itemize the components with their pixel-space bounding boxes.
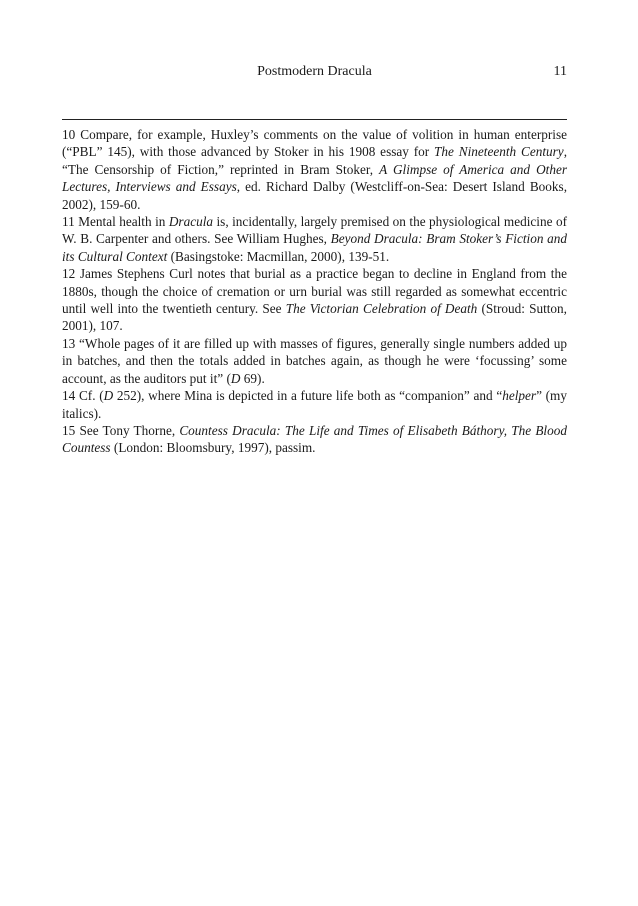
note-italic-title: A Glimpse of America and Other Lectures, Interviews and Essays <box>62 161 567 195</box>
note-italic-title: Countess Dracula: The Life and Times of Elisabeth Báthory, The Blood Countess <box>62 422 567 456</box>
running-header <box>62 62 567 82</box>
note-italic-abbrev: D <box>230 370 241 386</box>
endnote-15 <box>62 422 567 457</box>
endnote-14 <box>62 387 567 422</box>
note-text: 15 See Tony Thorne, <box>62 422 180 438</box>
note-text: 11 Mental health in <box>62 214 169 230</box>
note-text: (Stroud: Sutton, 2001), 107. <box>62 301 567 334</box>
endnote-13 <box>62 335 567 387</box>
note-italic-title: Dracula <box>168 214 214 230</box>
note-text: ” (my italics). <box>62 388 567 421</box>
note-text: 69). <box>240 370 265 386</box>
note-italic-title: The Victorian Celebration of Death <box>285 301 478 317</box>
running-title: Postmodern Dracula <box>257 64 372 79</box>
note-text: 252), where Mina is depicted in a future life both as “companion” and “ <box>113 388 503 404</box>
note-italic-title: Beyond Dracula: Bram Stoker’s Fiction and its Cultural Context <box>62 231 567 264</box>
note-text: 10 Compare, for example, Huxley’s comments on the value of volition in human enterprise (“PBL” 145), with those advanced by Stoker in his 1908 essay for <box>62 127 567 160</box>
note-italic-abbrev: D <box>103 388 114 404</box>
endnotes-list <box>62 126 567 457</box>
endnote-12 <box>62 265 567 335</box>
note-text: 13 “Whole pages of it are filled up with masses of figures, generally single numbers added up in batches, and then the totals added in batches again, as though he were ‘focussing’ some account, as the auditors put it” ( <box>62 335 567 386</box>
note-italic-title: The Nineteenth Century <box>434 144 564 160</box>
note-italic-word: helper <box>502 388 537 404</box>
note-text: is, incidentally, largely premised on the physiological medicine of W. B. Carpenter and others. See William Hughes, <box>62 214 567 247</box>
page-number: 11 <box>553 64 567 79</box>
note-text: 14 Cf. ( <box>62 388 104 404</box>
note-text: (London: Bloomsbury, 1997), passim. <box>110 440 316 456</box>
note-text: 12 James Stephens Curl notes that burial as a practice began to decline in England from the 1880s, though the choice of cremation or urn burial was still regarded as somewhat eccentric until well into the twentieth century. See <box>62 266 567 317</box>
note-text: , ed. Richard Dalby (Westcliff-on-Sea: Desert Island Books, 2002), 159-60. <box>62 179 568 212</box>
note-text: (Basingstoke: Macmillan, 2000), 139-51. <box>167 248 390 264</box>
note-text: , “The Censorship of Fiction,” reprinted in Bram Stoker, <box>62 144 567 177</box>
endnote-11 <box>62 213 567 265</box>
endnote-10 <box>62 126 567 213</box>
footnote-separator-rule <box>62 119 567 120</box>
